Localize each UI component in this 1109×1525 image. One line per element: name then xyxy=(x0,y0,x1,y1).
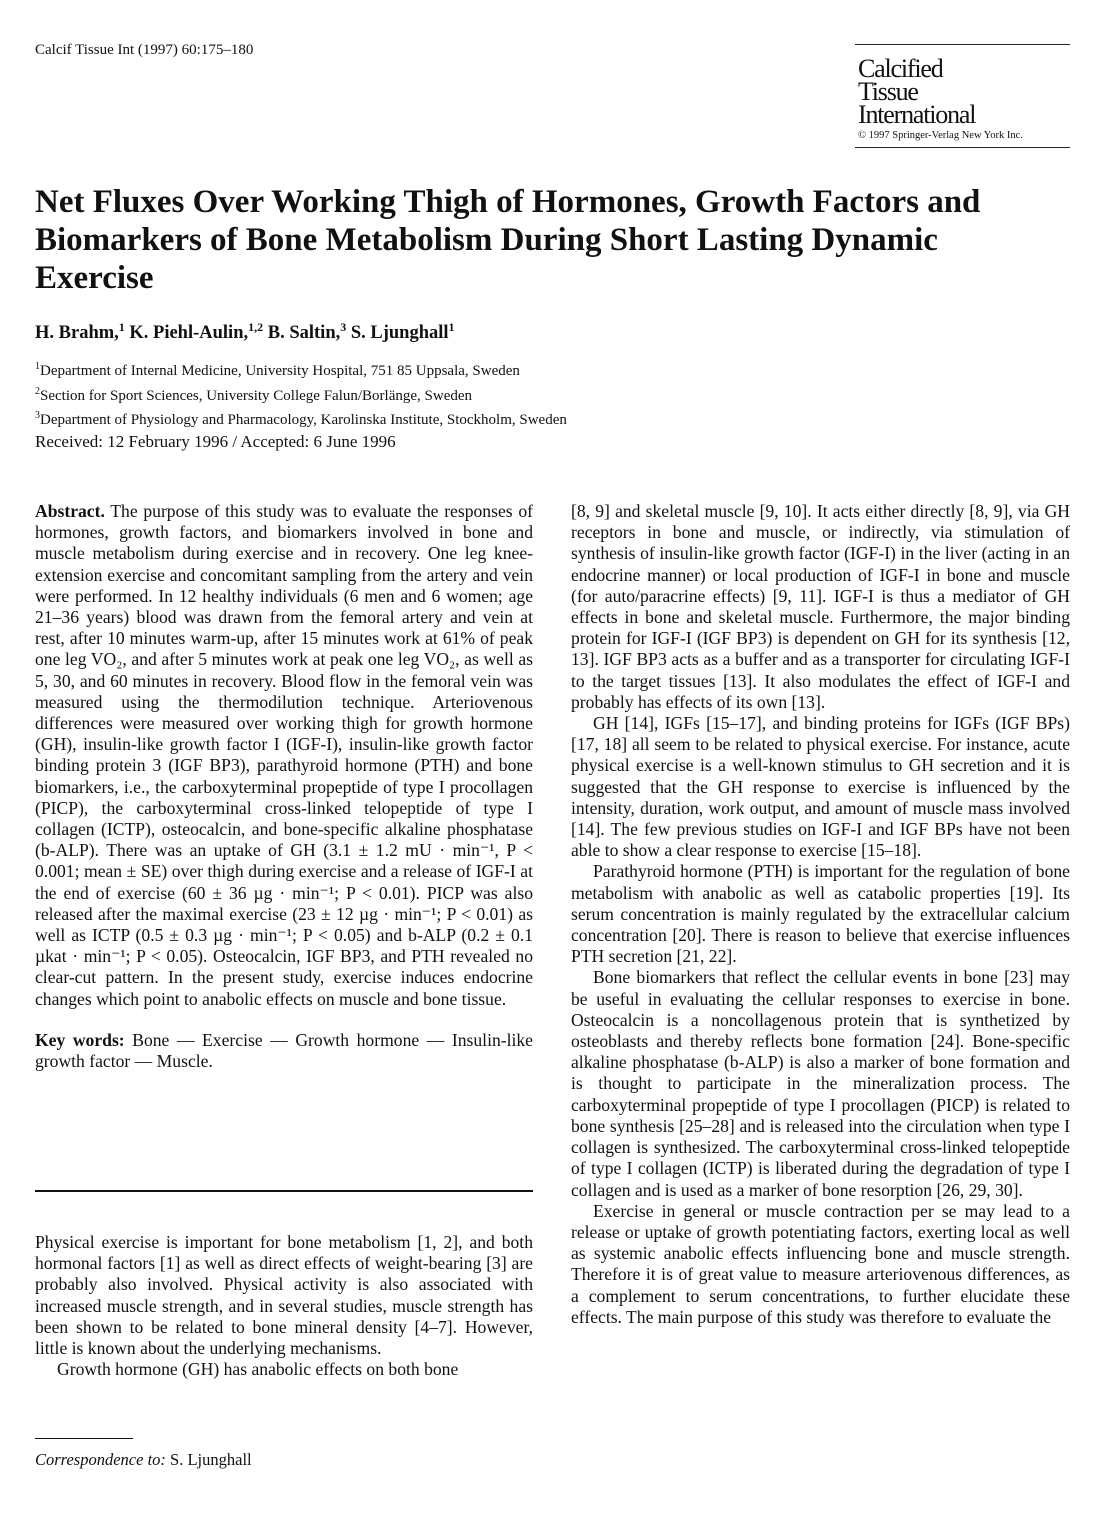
affiliation: $^1$Department of Internal Medicine, University Hospital, 751 85 Uppsala, Sweden xyxy=(35,361,520,379)
intro-right-column xyxy=(571,501,1070,1328)
correspondence-footnote xyxy=(35,1450,252,1470)
article-title: Net Fluxes Over Working Thigh of Hormones, Growth Factors and Biomarkers of Bone Metabolism During Short Lasting Dynamic Exercise xyxy=(35,184,981,296)
paragraph: Bone biomarkers that reflect the cellular events in bone [23] may be useful in evaluating the cellular responses to exercise in bone. Osteocalcin is a noncollagenous protein that is synthetized by osteoblasts and thereby reflects bone formation [24]. Bone-specific alkaline phosphatase (b-ALP) is also a marker of bone formation and is thought to participate in the mineralization process. The carboxyterminal propeptide of type I procollagen (PICP) is related to bone synthesis [25–28] and is released into the circulation when type I collagen is synthesized. The carboxyterminal cross-linked telopeptide of type I collagen (ICTP) is liberated during the degradation of type I collagen and is used as a marker of bone resorption [26, 29, 30]. xyxy=(571,967,1070,1200)
affiliation: $^2$Section for Sport Sciences, University College Falun/Borlänge, Sweden xyxy=(35,385,473,404)
intro-left-column xyxy=(35,1232,533,1380)
logo-line-3: International xyxy=(858,100,976,129)
keywords xyxy=(35,1030,533,1072)
logo-line-1: Calcified xyxy=(858,54,943,83)
paragraph: GH [14], IGFs [15–17], and binding proteins for IGFs (IGF BPs) [17, 18] all seem to be related to physical exercise. For instance, acute physical exercise is a well-known stimulus to GH secretion and it is suggested that the GH response to exercise is influenced by the intensity, duration, work output, and amount of muscle mass involved [14]. The few previous studies on IGF-I and IGF BPs have not been able to show a clear response to exercise [15–18]. xyxy=(571,713,1070,861)
author-affil-sup: 3 xyxy=(340,320,347,334)
paragraph: [8, 9] and skeletal muscle [9, 10]. It acts either directly [8, 9], via GH receptors in bone and muscle, or indirectly, via stimulation of synthesis of insulin-like growth factor (IGF-I) in the liver (acting in an endocrine manner) or local production of IGF-I in bone and muscle (for auto/paracrine effects) [9, 11]. IGF-I is thus a mediator of GH effects in bone and skeletal muscle. Furthermore, the major binding protein for IGF-I (IGF BP3) is dependent on GH for its synthesis [12, 13]. IGF BP3 acts as a buffer and as a transporter for circulating IGF-I to the target tissues [13]. It also modulates the effect of IGF-I and probably has effects of its own [13]. xyxy=(571,501,1070,712)
abstract-text: The purpose of this study was to evaluate the responses of hormones, growth factors, and biomarkers involved in bone and muscle metabolism during exercise and in recovery. One leg knee-extension exercise and concomitant sampling from the artery and vein were performed. In 12 healthy individuals (6 men and 6 women; age 21–36 years) blood was drawn from the femoral artery and vein at rest, after 10 minutes warm-up, after 15 minutes work at 61% of peak one leg VO₂, and after 5 minutes work at peak one leg VO₂, as well as 5, 30, and 60 minutes in recovery. Blood flow in the femoral vein was measured using the thermodilution technique. Arteriovenous differences were measured over working thigh for growth hormone (GH), insulin-like growth factor I (IGF-I), insulin-like growth factor binding protein 3 (IGF BP3), parathyroid hormone (PTH) and bone biomarkers, i.e., the carboxyterminal propeptide of type I procollagen (PICP), the carboxyterminal cross-linked telopeptide of type I collagen (ICTP), osteocalcin, and bone-specific alkaline phosphatase (b-ALP). There was an uptake of GH (3.1 ± 1.2 mU · min⁻¹, P < 0.001; mean ± SE) over thigh during exercise and a release of IGF-I at the end of exercise (60 ± 36 µg · min⁻¹; P < 0.01). PICP was also released after the maximal exercise (23 ± 12 µg · min⁻¹; P < 0.01) as well as ICTP (0.5 ± 0.3 µg · min⁻¹; P < 0.05) and b-ALP (0.2 ± 0.1 µkat · min⁻¹; P < 0.05). Osteocalcin, IGF BP3, and PTH revealed no clear-cut pattern. In the present study, exercise induces endocrine changes which point to anabolic effects on muscle and bone tissue. xyxy=(35,501,533,1009)
received-dates: Received: 12 February 1996 / Accepted: 6 June 1996 xyxy=(35,432,396,451)
paragraph: Physical exercise is important for bone metabolism [1, 2], and both hormonal factors [1] as well as direct effects of weight-bearing [3] are probably also involved. Physical activity is also associated with increased muscle strength, and in several studies, muscle strength has been shown to be related to bone mineral density [4–7]. However, little is known about the underlying mechanisms. xyxy=(35,1232,533,1359)
running-head: Calcif Tissue Int (1997) 60:175–180 xyxy=(35,42,254,58)
affiliations xyxy=(35,357,567,431)
author-affil-sup: 1 xyxy=(118,320,125,334)
author-name: B. Saltin, xyxy=(267,323,341,344)
logo-copyright: © 1997 Springer-Verlag New York Inc. xyxy=(858,130,1023,141)
keywords-text: Bone — Exercise — Growth hormone — Insulin-like growth factor — Muscle. xyxy=(35,1029,533,1072)
paragraph: Growth hormone (GH) has anabolic effects on both bone xyxy=(57,1359,459,1380)
footnote-rule xyxy=(35,1438,133,1439)
author-name: K. Piehl-Aulin, xyxy=(129,323,249,344)
author-name: H. Brahm, xyxy=(35,323,119,344)
correspondence-name: S. Ljunghall xyxy=(170,1450,252,1469)
author-affil-sup: 1,2 xyxy=(248,320,264,334)
author-name: S. Ljunghall xyxy=(350,323,449,344)
logo-line-2: Tissue xyxy=(858,77,918,106)
affiliation: $^3$Department of Physiology and Pharmacology, Karolinska Institute, Stockholm, Sweden xyxy=(35,410,567,428)
correspondence-label: Correspondence to: xyxy=(35,1450,166,1469)
abstract xyxy=(35,501,533,1010)
author-list xyxy=(35,320,455,344)
journal-logo xyxy=(855,44,1070,148)
abstract-column xyxy=(35,501,533,1072)
author-affil-sup: 1 xyxy=(448,320,455,334)
abstract-label: Abstract. xyxy=(35,501,105,521)
paragraph: Exercise in general or muscle contraction per se may lead to a release or uptake of growth potentiating factors, exerting local as well as systemic anabolic effects influencing bone and muscle strength. Therefore it is of great value to measure arteriovenous differences, as a complement to serum concentrations, to further elucidate these effects. The main purpose of this study was therefore to evaluate the xyxy=(571,1200,1070,1327)
section-divider xyxy=(35,1190,533,1192)
paragraph: Parathyroid hormone (PTH) is important for the regulation of bone metabolism with anabolic as well as catabolic properties [19]. Its serum concentration is mainly regulated by the extracellular calcium concentration [20]. There is reason to believe that exercise influences PTH secretion [21, 22]. xyxy=(571,861,1070,967)
keywords-label: Key words: xyxy=(35,1029,125,1050)
